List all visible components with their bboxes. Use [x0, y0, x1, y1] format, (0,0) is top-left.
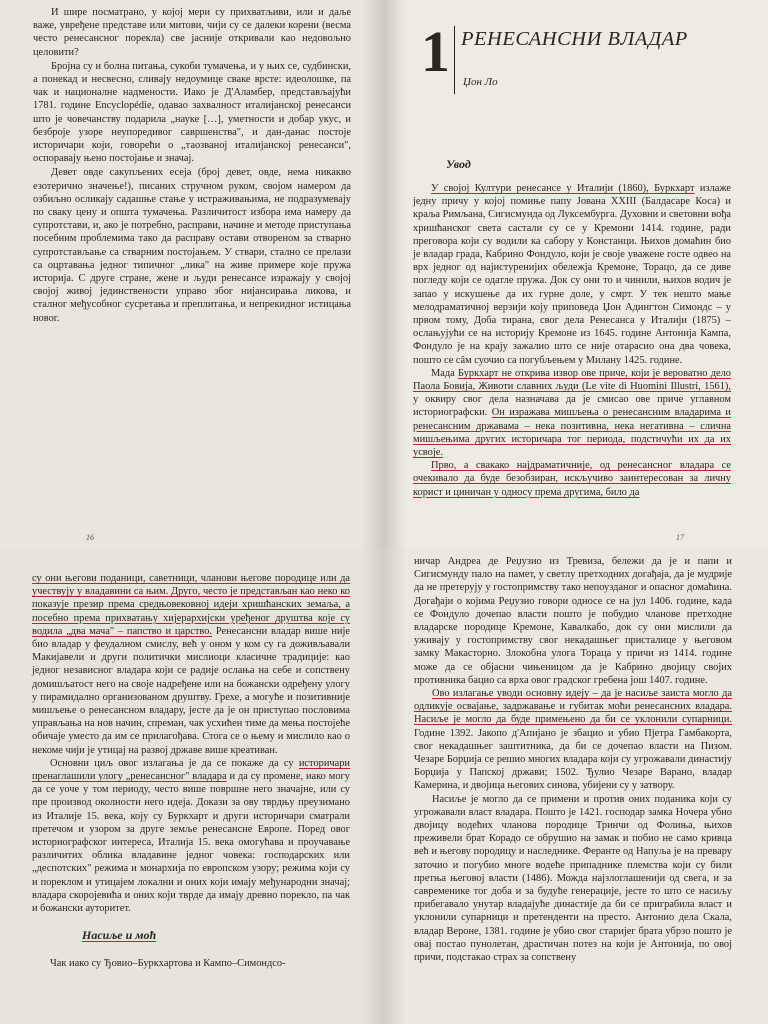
- page-gutter-shadow: [362, 0, 384, 548]
- text-run: Године 1392. Јакопо д'Апијано је збацио и убио Пјетра Гамбакорта, свог некадашњег заштитника, да би се дочепао власти на Пизом. Чезаре Борџија се решио многих владара који су угрожавали династију Борџија у Папској држави; 1502. Ђулио Чезаре Варано, владар Камерина, и двојица његових синова, убијени су у затвору.: [414, 727, 732, 792]
- page-19: [384, 548, 768, 1024]
- paragraph: [32, 757, 350, 915]
- section-title: Увод: [446, 157, 471, 171]
- section-heading-row: [32, 929, 350, 943]
- paragraph: Бројна су и болна питања, сукоби тумачења, и у њих се, судбински, а понекад и несвесно, сливају недоумице сваке врсте: идеолошке, па чак и националне надмености. Иако је Д'Аламбер, представљајући 1781. године Encyclopédie, одавао захвалност италијанској ренесанси што је човечанству подарила „науке […], уметности и добар укус, и безброје узоре неупоредивог савршенства", и дан-данас постоје историчари који, говорећи о „таозваној италијанској ренесанси", оспоравају њено постојање и значај.: [33, 60, 351, 165]
- chapter-author: Џон Ло: [463, 76, 498, 88]
- paragraph: И шире посматрано, у којој мери су прихватљиви, или и даље важе, увређене представе или митови, чији су се далеки корени (весма често ренесансног порекла) све јасније откривали као недовољно целовити?: [33, 7, 351, 58]
- paragraph: ничар Андреа де Реџузио из Тревиза, бележи да је и папи и Сигисмунду пало на памет, у светлу претходних догађаја, да је мудрије да не претерују у гостопримству тако непоузданог и опасног домаћина. Догађаји о којима Реџузио говори односе се на јул 1406. године, када се Фондуло дочепао власти пошто је побудио чланове претходне владарске породице Кремоне, Кавалкабо, док су они мислили да уживају у гостопримству свог некадашњег присталице у његовом замку Макасторно. Злокобна улога Тораца у причи из 1414. године може да се објасни чињеницом да је Кабрино двојицу својих противника бацио са врха овог градског гребена још 1407. године.: [414, 556, 732, 686]
- text-run: и да су промене, иако могу да се уоче у том периоду, често више површне него значајне, или су пре производ околности него идеја. Докази за ову тврдњу преузимано из Италије 15. века, коју су Буркхарт и други историчари сматрали претечом и узором за друге земље ренесансне Европе. Поред овог историографског интереса, Италија 15. века омогућава и проучавање различитих облика владавине једног човека: господарских или „деспотских" режима и монархија по европском узору; режима који су и пореклом и утицајем локални и оних који имају међународни значај; владара скоројевића и оних који тврде да имају древно порекло, па чак и божански ауторитет.: [32, 771, 350, 915]
- underlined-passage: историчари пренаглашили улогу „ренесансног" владара: [32, 757, 350, 783]
- underlined-passage: Он изражава мишљења о ренесансним владарима и ренесансним државама – нека позитивна, нека негативна – слична мишљењима других историчара тог периода, подстичући их да их усвоје.: [413, 407, 731, 459]
- text-run: излаже једну причу у којој помиње папу Јована XXIII (Балдасаре Коса) и краља Римљана, Сигисмунда од Луксембурга. Духовни и световни вођа хришћанског света састали су се у Кремони 1414. године, ради преговора који су водили ка сабору у Констанци. Њихов домаћин био је владар града, Кабрино Фондуло, који је своје уважене госте одвео на врх једног од најистуренијих обележја Кремоне, Торацо, да се диве погледу који се одатле пружа. Док су они то и чинили, њихов водич је запао у искушење да их гурне доле, у смрт. У тек нешто мање мелодраматичној верзији коју приповеда Џон Адингтон Симондс – у првом тому, Доба тирана, свог дела Ренесанса у Италији (1875) – ослањујући се на историју Кремоне из 1645. године Антонија Кампа, Фондуло је на крају зажалио што се није отарасио она два човека, пошто се сâм суочио са погубљењем у Милану 1425. године.: [413, 183, 731, 366]
- underlined-passage: Друго, често је представљан као неко ко показује презир према средњовековној идеји хришћанских земаља, а посебно према прихватању хијерархијски уређеног друштва које су водила „два мача" – папство и царство.: [32, 586, 350, 637]
- underlined-passage: су они његови поданици, саветници, чланови његове породице или да учествују у владавини са њим.: [32, 573, 350, 598]
- paragraph: [32, 572, 350, 757]
- page-gutter-shadow: [384, 548, 406, 1024]
- section-title: Насиље и моћ: [82, 928, 157, 943]
- page-18: [0, 548, 384, 1024]
- text-run: у оквиру свог дела назначава да је смисао ове приче углавном историографски.: [413, 394, 731, 419]
- body-text: [414, 555, 732, 964]
- page-gutter-shadow: [384, 0, 406, 548]
- text-run: Основни циљ овог излагања је да се покаже да су: [50, 757, 299, 769]
- paragraph: Чак иако су Ђовио–Буркхартова и Кампо–Симондсо-: [50, 958, 286, 970]
- body-text: [413, 182, 731, 499]
- page-16: [0, 0, 384, 548]
- chapter-rule: [454, 26, 455, 94]
- underlined-passage: Ово излагање уводи основну идеју – да је насиље заиста могло да одликује освајање, задржавање и губитак моћи ренесансних владара. Насиље је могло да буде примењено да би се уклонили супарници.: [414, 688, 732, 726]
- paragraph: Насиље је могло да се примени и против оних поданика који су угрожавали власт владара. Пошто је 1421. господар замка Ночера убио двојицу водећих чланова породице Тринчи од Фолиња, њихов преживели брат Корадо се обрушио на замак и побио не само кривца већ и његову породицу и наследнике. Феранте од Напуља је на превару заточио и погубио многе водеће припаднике племства који су били претња његовој власти (1486). Можда најзлоглашенији од свега, и за савременике тог доба и за будуће генерације, јесте то што се насиљу прибегавало унутар владајуће династије да би се пригрaбила власт и уклонили супарници и претенденти на престо. Антонио дела Скала, владар Вероне, 1381. године је убио свог старијег брата убрзо пошто је овај постао пунолетан, драстичан потез на који је Антонија, по овој причи, подстакао страх за сопствену: [414, 793, 732, 964]
- page-17: [384, 0, 768, 548]
- page-number: 17: [676, 533, 684, 542]
- text-run: Ренесансни владар више није био владар у феудалном смислу, већ у оном у ком су га доживљавали Макијавели и други политички мислиоци класичне традиције: као једног независног владара који се радије ослања на себе и сопствену домишљатост него на своје надређене или на божански одређену улогу у пирамидално организованом друштву. Грехе, а могуће и позитивније мишљење о ренесансном владару, јесте да је он приступао пословима управљања на нов начин, спреман, чак усхићен тиме да мења постојеће обичаје уместо да им се прилагођава. Стога се о њему и мислило као о некоме чији је утицај на развој државе више креативан.: [32, 625, 350, 756]
- paragraph: [413, 182, 731, 367]
- page-number: 16: [86, 533, 94, 542]
- text-run: Мада: [431, 367, 458, 379]
- paragraph: [413, 459, 731, 499]
- chapter-title: РЕНЕСАНСНИ ВЛАДАР: [461, 28, 688, 50]
- body-text: [32, 572, 350, 971]
- paragraph: [414, 687, 732, 793]
- underlined-passage: Буркхарт не открива извор ове приче, који је вероватно дело Паола Бовија, Животи славних људи (Le vite di Huomini Illustri, 1561),: [413, 367, 731, 393]
- underlined-passage: Прво, а свакако најдраматичније, од ренесансног владара се очекивало да буде безобзиран, искључиво заинтересован за личну корист и циничан у односу према другима, било да: [413, 460, 731, 498]
- underlined-passage: У својој Култури ренесансе у Италији (1860), Буркхарт: [431, 183, 695, 194]
- chapter-number: 1: [421, 19, 450, 84]
- page-gutter-shadow: [362, 548, 384, 1024]
- paragraph: Девет овде сакупљених есеја (број девет, овде, нема никакво езотерично значење!), писаних стручном руком, својом намером да озбиљно осликају садашње стање у истраживањима, не подразумевају по сваку цену и општа тумачења. Различитост избора има намеру да супротстави, и, ако је потребно, расправи, начине и методе приступања посебним проблемима тако да расправу остави отвореном за стварно супротстављање са стварним постојањем. У ствари, стално се прелази са оцртавања једног типичног „лика" на живе примере које пружа историја. С друге стране, жене и људи ренесансе изражају у својој својој живој јединствености управо због нијансирања ликова, и сталног међусобног сусретања и преплитања, и непрекидног истицања новог.: [33, 167, 351, 324]
- body-text: [33, 6, 351, 325]
- paragraph: [413, 367, 731, 459]
